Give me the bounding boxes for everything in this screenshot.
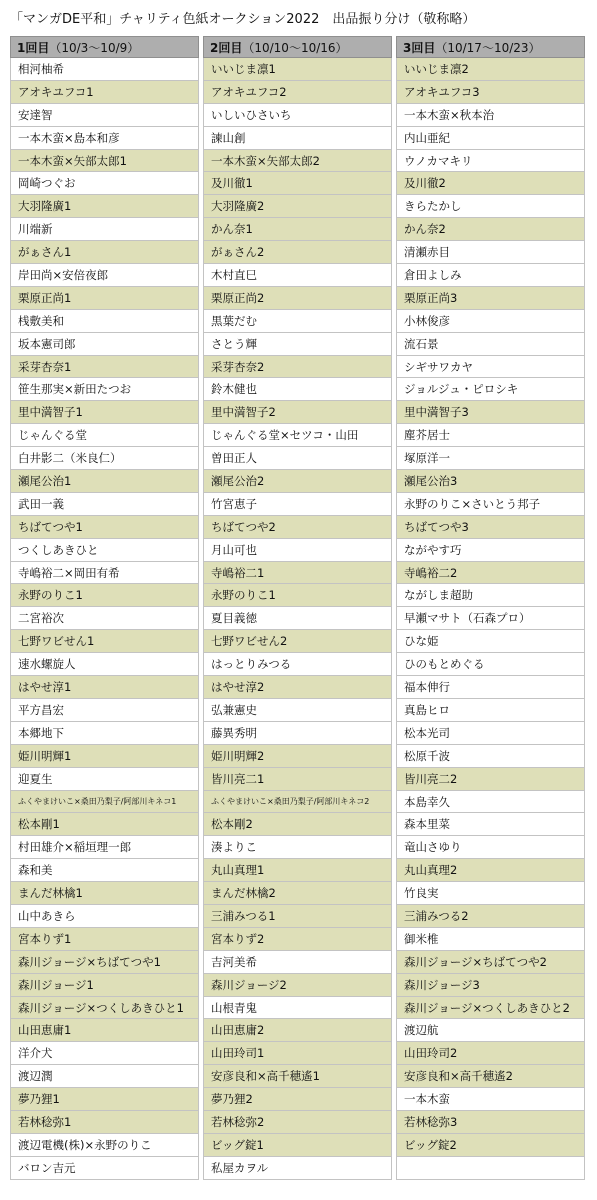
artist-cell: 塚原洋一 xyxy=(396,447,585,470)
artist-cell: ちばてつや3 xyxy=(396,516,585,539)
artist-cell: 皆川亮二1 xyxy=(203,768,392,791)
artist-cell: 渡辺潤 xyxy=(10,1065,199,1088)
artist-cell: 姫川明輝2 xyxy=(203,745,392,768)
artist-cell: 渡辺電機(株)×永野のりこ xyxy=(10,1134,199,1157)
artist-cell: 及川徹1 xyxy=(203,172,392,195)
artist-cell: 里中満智子1 xyxy=(10,401,199,424)
artist-cell: 一本木蛮×矢部太郎1 xyxy=(10,150,199,173)
artist-cell: ちばてつや2 xyxy=(203,516,392,539)
artist-cell: 流石景 xyxy=(396,333,585,356)
artist-cell: ビッグ錠2 xyxy=(396,1134,585,1157)
artist-cell: 皆川亮二2 xyxy=(396,768,585,791)
column-header xyxy=(396,36,585,58)
artist-cell: 早瀬マサト（石森プロ） xyxy=(396,607,585,630)
artist-cell: ふくやまけいこ×桑田乃梨子/阿部川キネコ1 xyxy=(10,791,199,814)
artist-cell xyxy=(396,1157,585,1180)
artist-cell: 山根青鬼 xyxy=(203,997,392,1020)
artist-cell: ふくやまけいこ×桑田乃梨子/阿部川キネコ2 xyxy=(203,791,392,814)
artist-cell: 瀬尾公治3 xyxy=(396,470,585,493)
artist-cell: はっとりみつる xyxy=(203,653,392,676)
artist-cell: 村田雄介×稲垣理一郎 xyxy=(10,836,199,859)
artist-cell: 森川ジョージ×つくしあきひと2 xyxy=(396,997,585,1020)
artist-cell: ジョルジュ・ピロシキ xyxy=(396,378,585,401)
round-column-1 xyxy=(10,36,199,1190)
artist-cell: 福本伸行 xyxy=(396,676,585,699)
artist-cell: きらたかし xyxy=(396,195,585,218)
artist-cell: アオキユフコ1 xyxy=(10,81,199,104)
artist-cell: 安彦良和×高千穂遙2 xyxy=(396,1065,585,1088)
round-column-2 xyxy=(203,36,392,1190)
artist-cell: 若林稔弥3 xyxy=(396,1111,585,1134)
artist-cell: 鈴木健也 xyxy=(203,378,392,401)
artist-cell: 松本剛2 xyxy=(203,813,392,836)
artist-cell: 山田玲司1 xyxy=(203,1042,392,1065)
artist-cell: アオキユフコ3 xyxy=(396,81,585,104)
artist-cell: 山田恵庸1 xyxy=(10,1019,199,1042)
artist-cell: 寺嶋裕二1 xyxy=(203,562,392,585)
artist-cell: 川端新 xyxy=(10,218,199,241)
artist-cell: ながやす巧 xyxy=(396,539,585,562)
artist-cell: 内山亜紀 xyxy=(396,127,585,150)
artist-cell: 笹生那実×新田たつお xyxy=(10,378,199,401)
artist-cell: 安彦良和×高千穂遙1 xyxy=(203,1065,392,1088)
artist-cell: 竹宮恵子 xyxy=(203,493,392,516)
artist-cell: 武田一義 xyxy=(10,493,199,516)
artist-cell: 永野のりこ×さいとう邦子 xyxy=(396,493,585,516)
artist-cell: 及川徹2 xyxy=(396,172,585,195)
artist-cell: 里中満智子2 xyxy=(203,401,392,424)
round-dates: （10/17〜10/23） xyxy=(435,41,541,55)
artist-cell: 瀬尾公治1 xyxy=(10,470,199,493)
round-dates: （10/3〜10/9） xyxy=(49,41,140,55)
artist-cell: 藤異秀明 xyxy=(203,722,392,745)
artist-cell: 若林稔弥2 xyxy=(203,1111,392,1134)
artist-cell: 里中満智子3 xyxy=(396,401,585,424)
artist-cell: 松本剛1 xyxy=(10,813,199,836)
artist-cell: 夢乃狸1 xyxy=(10,1088,199,1111)
artist-cell: アオキユフコ2 xyxy=(203,81,392,104)
artist-cell: 森川ジョージ1 xyxy=(10,974,199,997)
artist-cell: 松本光司 xyxy=(396,722,585,745)
artist-cell: 吉河美希 xyxy=(203,951,392,974)
round-label: 1回目 xyxy=(17,41,50,55)
artist-cell: 森川ジョージ3 xyxy=(396,974,585,997)
artist-cell: 一本木蛮×秋本治 xyxy=(396,104,585,127)
artist-cell: 森和美 xyxy=(10,859,199,882)
artist-cell: 松原千波 xyxy=(396,745,585,768)
artist-cell: 平方昌宏 xyxy=(10,699,199,722)
artist-cell: 栗原正尚1 xyxy=(10,287,199,310)
artist-cell: ビッグ錠1 xyxy=(203,1134,392,1157)
artist-cell: 岸田尚×安倍夜郎 xyxy=(10,264,199,287)
artist-cell: はやせ淳1 xyxy=(10,676,199,699)
artist-cell: 一本木蛮×矢部太郎2 xyxy=(203,150,392,173)
artist-cell: 真島ヒロ xyxy=(396,699,585,722)
artist-cell: 渡辺航 xyxy=(396,1019,585,1042)
artist-cell: 本郷地下 xyxy=(10,722,199,745)
artist-cell: 大羽隆廣2 xyxy=(203,195,392,218)
round-dates: （10/10〜10/16） xyxy=(242,41,348,55)
artist-cell: 私屋カヲル xyxy=(203,1157,392,1180)
artist-cell: 御米椎 xyxy=(396,928,585,951)
artist-cell: 諫山創 xyxy=(203,127,392,150)
artist-cell: 竜山さゆり xyxy=(396,836,585,859)
artist-cell: 岡崎つぐお xyxy=(10,172,199,195)
artist-cell: さとう輝 xyxy=(203,333,392,356)
artist-cell: 森川ジョージ2 xyxy=(203,974,392,997)
artist-cell: 月山可也 xyxy=(203,539,392,562)
artist-cell: 相河柚希 xyxy=(10,58,199,81)
artist-cell: 桟敷美和 xyxy=(10,310,199,333)
artist-cell: 栗原正尚3 xyxy=(396,287,585,310)
artist-cell: がぁさん2 xyxy=(203,241,392,264)
artist-cell: 森本里菜 xyxy=(396,813,585,836)
artist-cell: 山田玲司2 xyxy=(396,1042,585,1065)
auction-schedule-table xyxy=(10,36,586,1190)
artist-cell: 小林俊彦 xyxy=(396,310,585,333)
artist-cell: 弘兼憲史 xyxy=(203,699,392,722)
artist-cell: 丸山真理2 xyxy=(396,859,585,882)
round-label: 2回目 xyxy=(210,41,243,55)
artist-cell: 七野ワビせん2 xyxy=(203,630,392,653)
column-header xyxy=(203,36,392,58)
artist-cell: 一本木蛮×島本和彦 xyxy=(10,127,199,150)
artist-cell: 塵芥居士 xyxy=(396,424,585,447)
artist-cell: 若林稔弥1 xyxy=(10,1111,199,1134)
artist-cell: 黒葉だむ xyxy=(203,310,392,333)
artist-cell: 姫川明輝1 xyxy=(10,745,199,768)
artist-cell: 迎夏生 xyxy=(10,768,199,791)
artist-cell: 坂本憲司郎 xyxy=(10,333,199,356)
page-title: 「マンガDE平和」チャリティ色紙オークション2022 出品振り分け（敬称略） xyxy=(10,12,476,27)
artist-cell: 曽田正人 xyxy=(203,447,392,470)
artist-cell: 二宮裕次 xyxy=(10,607,199,630)
artist-cell: 倉田よしみ xyxy=(396,264,585,287)
artist-cell: 三浦みつる2 xyxy=(396,905,585,928)
artist-cell: はやせ淳2 xyxy=(203,676,392,699)
artist-cell: 栗原正尚2 xyxy=(203,287,392,310)
artist-cell: かん奈1 xyxy=(203,218,392,241)
artist-cell: 本島幸久 xyxy=(396,791,585,814)
artist-cell: まんだ林檎2 xyxy=(203,882,392,905)
artist-cell: 宮本りず1 xyxy=(10,928,199,951)
round-column-3 xyxy=(396,36,585,1190)
artist-cell: バロン吉元 xyxy=(10,1157,199,1180)
artist-cell: 寺嶋裕二×岡田有希 xyxy=(10,562,199,585)
round-label: 3回目 xyxy=(403,41,436,55)
artist-cell: 夢乃狸2 xyxy=(203,1088,392,1111)
artist-cell: 宮本りず2 xyxy=(203,928,392,951)
artist-cell: 永野のりこ1 xyxy=(10,584,199,607)
artist-cell: いしいひさいち xyxy=(203,104,392,127)
artist-cell: 山中あきら xyxy=(10,905,199,928)
artist-cell: いいじま凛2 xyxy=(396,58,585,81)
artist-cell: 木村直巳 xyxy=(203,264,392,287)
artist-cell: じゃんぐる堂 xyxy=(10,424,199,447)
artist-cell: がぁさん1 xyxy=(10,241,199,264)
artist-cell: 大羽隆廣1 xyxy=(10,195,199,218)
artist-cell: 速水螺旋人 xyxy=(10,653,199,676)
artist-cell: 森川ジョージ×つくしあきひと1 xyxy=(10,997,199,1020)
artist-cell: 湊よりこ xyxy=(203,836,392,859)
artist-cell: つくしあきひと xyxy=(10,539,199,562)
artist-cell: まんだ林檎1 xyxy=(10,882,199,905)
artist-cell: 森川ジョージ×ちばてつや1 xyxy=(10,951,199,974)
artist-cell: ながしま超助 xyxy=(396,584,585,607)
artist-cell: ちばてつや1 xyxy=(10,516,199,539)
artist-cell: 寺嶋裕二2 xyxy=(396,562,585,585)
artist-cell: いいじま凛1 xyxy=(203,58,392,81)
artist-cell: ひのもとめぐる xyxy=(396,653,585,676)
artist-cell: 采芽杏奈1 xyxy=(10,356,199,379)
artist-cell: 采芽杏奈2 xyxy=(203,356,392,379)
artist-cell: 白井影二（米良仁） xyxy=(10,447,199,470)
artist-cell: 山田恵庸2 xyxy=(203,1019,392,1042)
artist-cell: 三浦みつる1 xyxy=(203,905,392,928)
artist-cell: 瀬尾公治2 xyxy=(203,470,392,493)
artist-cell: かん奈2 xyxy=(396,218,585,241)
artist-cell: 夏目義徳 xyxy=(203,607,392,630)
artist-cell: ウノカマキリ xyxy=(396,150,585,173)
artist-cell: 竹良実 xyxy=(396,882,585,905)
artist-cell: 一本木蛮 xyxy=(396,1088,585,1111)
artist-cell: じゃんぐる堂×セツコ・山田 xyxy=(203,424,392,447)
artist-cell: 永野のりこ1 xyxy=(203,584,392,607)
column-header xyxy=(10,36,199,58)
artist-cell: 清瀬赤目 xyxy=(396,241,585,264)
artist-cell: 森川ジョージ×ちばてつや2 xyxy=(396,951,585,974)
artist-cell: 丸山真理1 xyxy=(203,859,392,882)
artist-cell: 安達智 xyxy=(10,104,199,127)
artist-cell: シギサワカヤ xyxy=(396,356,585,379)
artist-cell: 洋介犬 xyxy=(10,1042,199,1065)
artist-cell: 七野ワビせん1 xyxy=(10,630,199,653)
artist-cell: ひな姫 xyxy=(396,630,585,653)
